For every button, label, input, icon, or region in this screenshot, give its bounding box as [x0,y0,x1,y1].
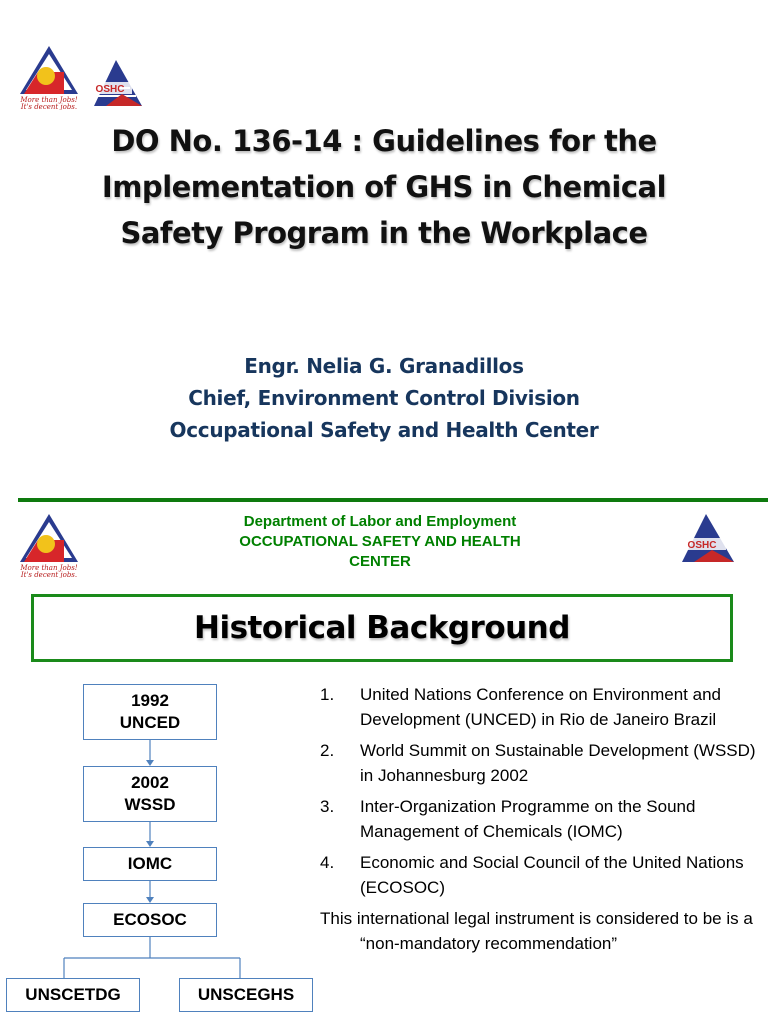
flow-box-unced [83,684,217,740]
unscegh-label: UNSCEGHS [197,985,295,1004]
flow-box-unscetdg [6,978,140,1012]
presenter-office: Occupational Safety and Health Center [169,418,599,442]
wssd-label: WSSD [124,795,176,814]
title-line-3: Safety Program in the Workplace [120,216,648,250]
flow-box-ecosoc [83,903,217,937]
oshc-logo [680,512,736,564]
list-item-number: 1. [320,685,335,704]
list-item-number: 3. [320,797,335,816]
section-heading: Historical Background [31,594,733,662]
historical-background-slide [0,490,768,1024]
list-item-text: Inter-Organization Programme on the Sound Management of Chemicals (IOMC) [360,797,696,841]
unced-year: 1992 [131,691,169,710]
dole-logo [18,44,80,110]
flow-connectors [0,490,320,1024]
flow-box-unscegh [179,978,313,1012]
svg-text:More than Jobs!: More than Jobs! [20,564,78,572]
list-item [320,850,760,900]
wssd-year: 2002 [131,773,169,792]
title-slide [0,0,768,490]
center-name-line-1: OCCUPATIONAL SAFETY AND HEALTH [239,533,521,550]
svg-text:OSHC: OSHC [95,84,125,95]
ecosoc-label: ECOSOC [113,910,187,929]
presenter-block [40,350,728,446]
department-name: Department of Labor and Employment [243,513,517,530]
instrument-note: This international legal instrument is considered to be is a “non-mandatory recommendation” [320,909,753,953]
presenter-name: Engr. Nelia G. Granadillos [244,354,524,378]
list-item-number: 2. [320,741,335,760]
iomc-label: IOMC [127,854,173,873]
svg-text:More than Jobs!: More than Jobs! [20,96,78,104]
slide-title [40,118,728,256]
list-item-text: World Summit on Sustainable Development (WSSD) in Johannesburg 2002 [360,741,756,785]
oshc-logo [92,58,144,108]
title-line-1: DO No. 136-14 : Guidelines for the [111,124,657,158]
flow-box-wssd [83,766,217,822]
svg-text:It's decent jobs.: It's decent jobs. [20,103,78,110]
svg-text:It's decent jobs.: It's decent jobs. [20,571,78,578]
background-list [320,682,760,956]
list-item [320,794,760,844]
list-item [320,738,760,788]
svg-text:OSHC: OSHC [687,540,717,551]
list-item-text: United Nations Conference on Environment and Development (UNCED) in Rio de Janeiro Brazil [360,685,721,729]
presenter-position: Chief, Environment Control Division [188,386,580,410]
list-item-text: Economic and Social Council of the United Nations (ECOSOC) [360,853,744,897]
center-name-line-2: CENTER [349,553,411,570]
flow-box-iomc [83,847,217,881]
list-item [320,682,760,732]
unscetdg-label: UNSCETDG [25,985,121,1004]
unced-label: UNCED [119,713,181,732]
list-item-number: 4. [320,853,335,872]
title-line-2: Implementation of GHS in Chemical [101,170,667,204]
